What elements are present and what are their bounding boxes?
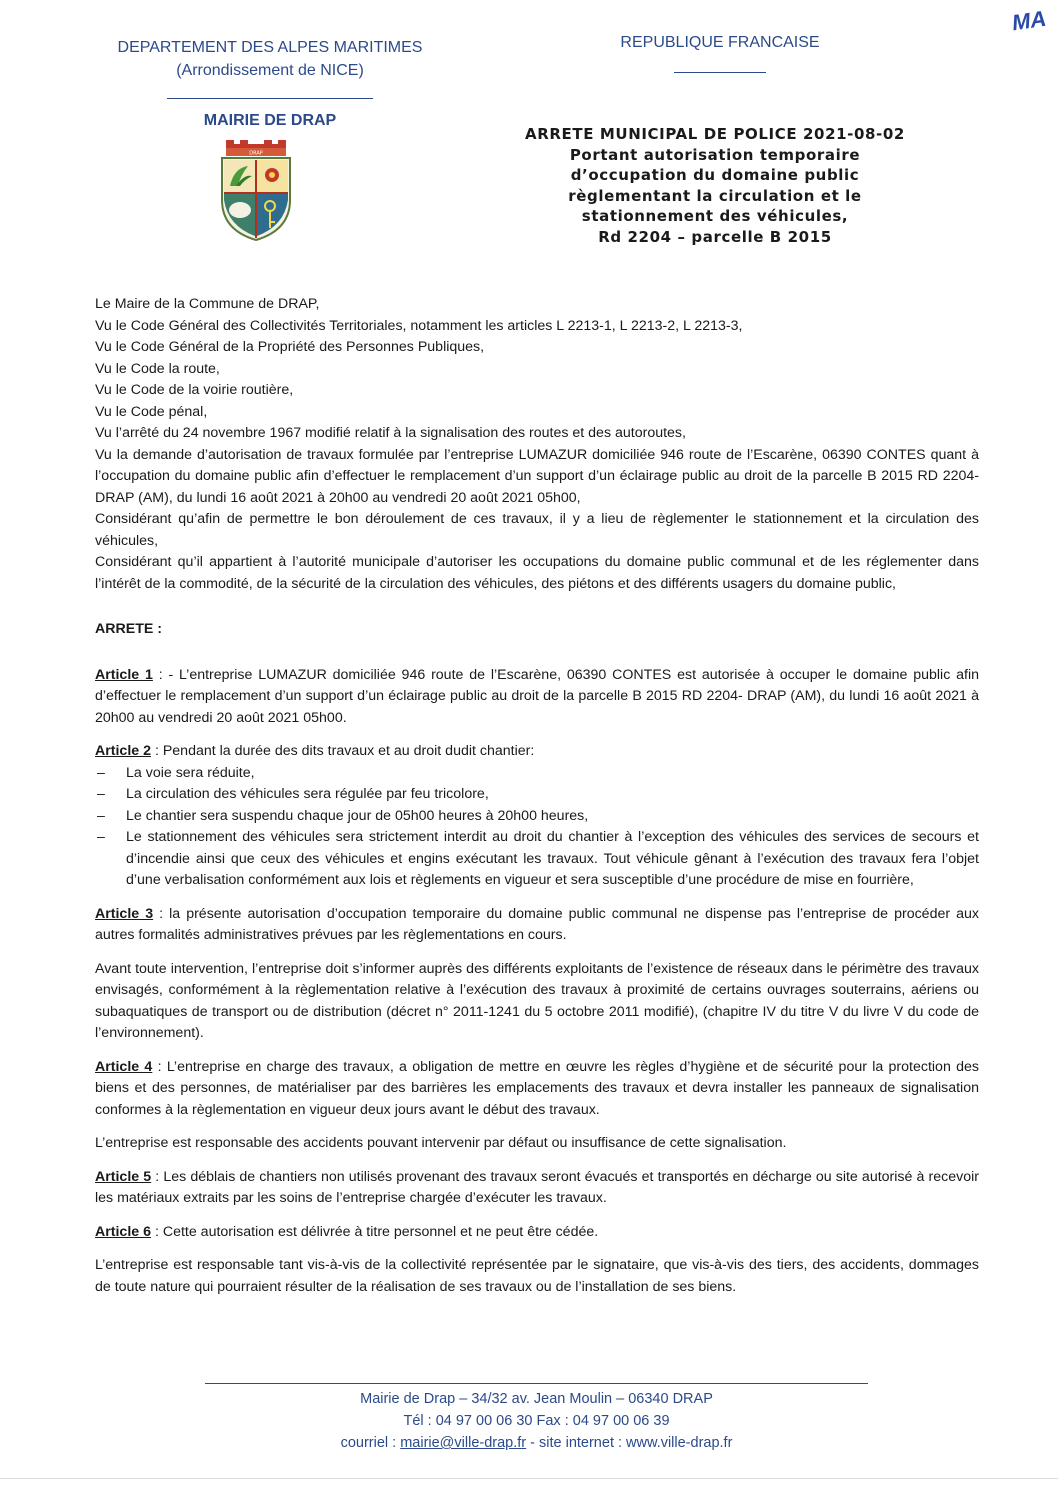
article-5-text: : Les déblais de chantiers non utilisés provenant des travaux seront évacués et transportés en décharge ou site autorisé à recevoir les matériaux extraits par les soins de l’entreprise chargée d’exécuter les travaux.	[95, 1168, 979, 1206]
arrete-title	[500, 124, 930, 247]
article-2-text: : Pendant la durée des dits travaux et au droit dudit chantier:	[151, 743, 535, 759]
header-right	[600, 34, 840, 73]
article-6-extra: L’entreprise est responsable tant vis-à-vis de la collectivité représentée par le signataire, que vis-à-vis des tiers, des accidents, dommages de toute nature qui pourraient résulter de la réalisation de ses travaux ou de l’installation de ses biens.	[95, 1257, 979, 1295]
article-1	[95, 665, 979, 730]
republique-divider	[674, 72, 766, 73]
preamble-line: Considérant qu’il appartient à l’autorité municipale d’autoriser les occupations du domaine public communal et de les réglementer dans l’intérêt de la commodité, de la sécurité de la circulation des véhicules, des piétons et des différents usagers du domaine public,	[95, 554, 979, 592]
footer-site: - site internet : www.ville-drap.fr	[526, 1435, 733, 1451]
article-5	[95, 1167, 979, 1210]
list-item: – La voie sera réduite,	[95, 763, 979, 785]
page-edge	[0, 1478, 1058, 1479]
list-item: – Le chantier sera suspendu chaque jour de 05h00 heures à 20h00 heures,	[95, 806, 979, 828]
article-2-label: Article 2	[95, 743, 151, 759]
title-line-1: ARRETE MUNICIPAL DE POLICE 2021-08-02	[525, 125, 905, 143]
article-2-list	[95, 763, 979, 892]
arrete-label: ARRETE :	[95, 621, 162, 637]
article-3-label: Article 3	[95, 905, 154, 922]
departement-label: DEPARTEMENT DES ALPES MARITIMES	[117, 39, 423, 56]
footer-address: Mairie de Drap – 34/32 av. Jean Moulin – 06340 DRAP	[360, 1391, 713, 1407]
footer-email-prefix: courriel :	[340, 1435, 401, 1451]
preamble-line: Vu l’arrêté du 24 novembre 1967 modifié relatif à la signalisation des routes et des autoroutes,	[95, 425, 686, 441]
article-1-label: Article 1	[95, 666, 153, 683]
article-5-label: Article 5	[95, 1168, 152, 1185]
arrondissement-label: (Arrondissement de NICE)	[176, 62, 364, 79]
document-body	[95, 294, 979, 1298]
preamble-line: Considérant qu’afin de permettre le bon déroulement de ces travaux, il y a lieu de règlementer le stationnement et la circulation des véhicules,	[95, 511, 979, 549]
preamble-line: Vu le Code de la voirie routière,	[95, 382, 294, 398]
title-line-2: Portant autorisation temporaire	[569, 145, 861, 164]
title-line-3: d’occupation du domaine public	[570, 166, 860, 184]
coat-of-arms-icon	[218, 138, 294, 242]
article-3	[95, 904, 979, 947]
title-line-4: règlementant la circulation et le	[568, 186, 862, 205]
footer	[205, 1388, 868, 1454]
article-4	[95, 1057, 979, 1122]
article-4-label: Article 4	[95, 1058, 153, 1075]
mairie-label: MAIRIE DE DRAP	[203, 112, 337, 129]
svg-text:DRAP: DRAP	[249, 150, 263, 157]
republique-label: REPUBLIQUE FRANCAISE	[620, 34, 820, 51]
handwritten-initials: MA	[1010, 5, 1048, 36]
list-item: – La circulation des véhicules sera régulée par feu tricolore,	[95, 784, 979, 806]
header-divider	[167, 98, 373, 99]
preamble-line: Vu le Code pénal,	[95, 403, 208, 420]
preamble-line: Vu le Code Général de la Propriété des Personnes Publiques,	[95, 339, 485, 355]
article-6-label: Article 6	[95, 1223, 151, 1240]
footer-email-link[interactable]: mairie@ville-drap.fr	[400, 1435, 527, 1451]
header-left	[100, 36, 440, 132]
preamble-line: Vu le Code la route,	[95, 360, 220, 377]
preamble-line: Vu le Code Général des Collectivités Territoriales, notamment les articles L 2213-1, L 2213-2, L 2213-3,	[95, 317, 743, 334]
title-line-6: Rd 2204 – parcelle B 2015	[598, 227, 832, 246]
article-6-text: : Cette autorisation est délivrée à titre personnel et ne peut être cédée.	[151, 1223, 599, 1240]
article-2	[95, 741, 979, 763]
list-item: – Le stationnement des véhicules sera strictement interdit au droit du chantier à l’exception des véhicules des services de secours et d’incendie ainsi que ceux des véhicules et engins exécutant les travaux. Tout véhicule gênant à l’exécution des travaux fera l’objet d’une verbalisation conformément aux lois et règlements en vigueur et sera susceptible d’une procédure de mise en fourrière,	[95, 827, 979, 892]
preamble-line: Vu la demande d’autorisation de travaux formulée par l’entreprise LUMAZUR domiciliée 946 route de l’Escarène, 06390 CONTES quant à l’occupation du domaine public afin d’effectuer le remplacement d’un support d’un éclairage public au droit de la parcelle B 2015 RD 2204- DRAP (AM), du lundi 16 août 2021 à 20h00 au vendredi 20 août 2021 05h00,	[95, 446, 979, 506]
article-3-extra: Avant toute intervention, l’entreprise doit s’informer auprès des différents exploitants de l’existence de réseaux dans le périmètre des travaux envisagés, conformément à la règlementation relative à l’exécution des travaux à proximité de certains ouvrages souterrains, aériens ou subaquatiques de transport ou de distribution (décret n° 2011-1241 du 5 octobre 2011 modifié), (chapitre IV du titre V du livre V du code de l’environnement).	[95, 960, 979, 1041]
article-1-text: : - L’entreprise LUMAZUR domiciliée 946 route de l’Escarène, 06390 CONTES est autorisée à occuper le domaine public afin d’effectuer le remplacement d’un support d’un éclairage public au droit de la parcelle B 2015 RD 2204- DRAP (AM), du lundi 16 août 2021 à 20h00 au vendredi 20 août 2021 05h00.	[95, 666, 979, 726]
footer-phone: Tél : 04 97 00 06 30 Fax : 04 97 00 06 39	[403, 1413, 670, 1429]
preamble-line: Le Maire de la Commune de DRAP,	[95, 296, 320, 312]
footer-divider	[205, 1383, 868, 1384]
article-3-text: : la présente autorisation d’occupation temporaire du domaine public communal ne dispense pas l’entreprise de procéder aux autres formalités administratives prévues par les règlementations en cours.	[95, 905, 979, 943]
footer-contact	[205, 1432, 868, 1454]
article-4-text: : L’entreprise en charge des travaux, a obligation de mettre en œuvre les règles d’hygiène et de sécurité pour la protection des biens et des personnes, de matérialiser par des barrières les emplacements des travaux et devra installer les panneaux de signalisation conformes à la règlementation en vigueur deux jours avant le début des travaux.	[95, 1058, 979, 1118]
title-line-5: stationnement des véhicules,	[581, 207, 849, 225]
article-6	[95, 1222, 979, 1244]
article-4-extra: L’entreprise est responsable des accidents pouvant intervenir par défaut ou insuffisance de cette signalisation.	[95, 1135, 787, 1151]
